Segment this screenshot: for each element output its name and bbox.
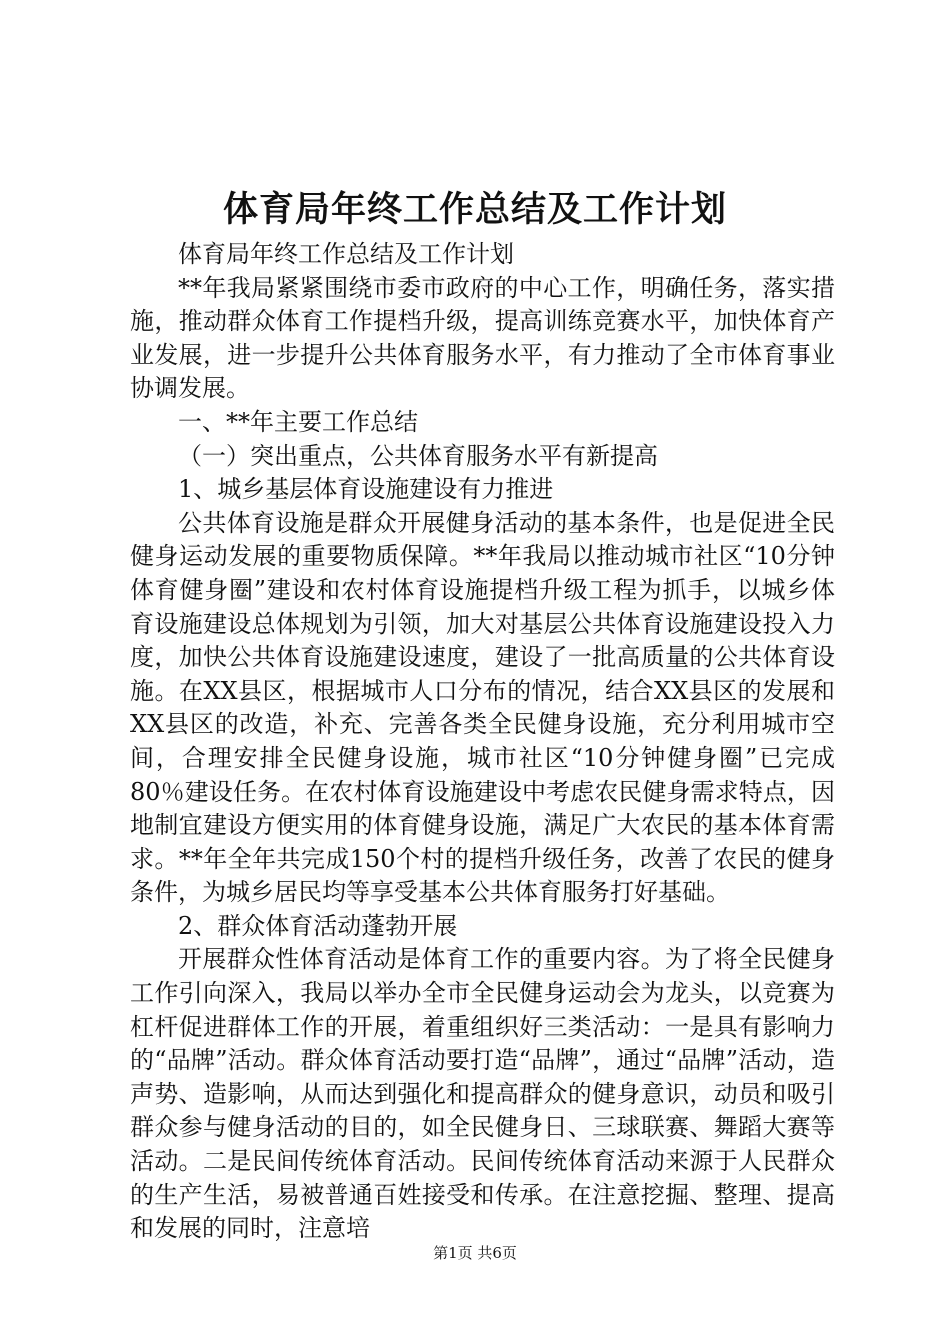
paragraph-facilities: 公共体育设施是群众开展健身活动的基本条件，也是促进全民健身运动发展的重要物质保障。**年我局以推动城市社区“10分钟体育健身圈”建设和农村体育设施提档升级工程为抓手，以城乡体育设施建设总体规划为引领，加大对基层公共体育设施建设投入力度，加快公共体育设施建设速度，建设了一批高质量的公共体育设施。在XX县区，根据城市人口分布的情况，结合XX县区的发展和XX县区的改造，补充、完善各类全民健身设施，充分利用城市空间，合理安排全民健身设施，城市社区“10分钟健身圈”已完成80％建设任务。在农村体育设施建设中考虑农民健身需求特点，因地制宜建设方便实用的体育健身设施，满足广大农民的基本体育需求。**年全年共完成150个村的提档升级任务，改善了农民的健身条件，为城乡居民均等享受基本公共体育服务打好基础。 <box>130 508 835 907</box>
heading-item-1: 1、城乡基层体育设施建设有力推进 <box>178 475 554 504</box>
heading-section-1: 一、**年主要工作总结 <box>178 407 418 436</box>
paragraph-activities: 开展群众性体育活动是体育工作的重要内容。为了将全民健身工作引向深入，我局以举办全市全民健身运动会为龙头，以竞赛为杠杆促进群体工作的开展，着重组织好三类活动：一是具有影响力的“品牌”活动。群众体育活动要打造“品牌”，通过“品牌”活动，造声势、造影响，从而达到强化和提高群众的健身意识，动员和吸引群众参与健身活动的目的，如全民健身日、三球联赛、舞蹈大赛等活动。二是民间传统体育活动。民间传统体育活动来源于人民群众的生产生活，易被普通百姓接受和传承。在注意挖掘、整理、提高和发展的同时，注意培 <box>130 945 835 1243</box>
page-footer: 第1页 共6页 <box>433 1244 517 1262</box>
heading-item-2: 2、群众体育活动蓬勃开展 <box>178 911 458 940</box>
paragraph-intro: **年我局紧紧围绕市委市政府的中心工作，明确任务，落实措施，推动群众体育工作提档升级，提高训练竞赛水平，加快体育产业发展，进一步提升公共体育服务水平，有力推动了全市体育事业协调发展。 <box>130 273 835 403</box>
document-title: 体育局年终工作总结及工作计划 <box>222 189 727 230</box>
heading-subsection-1: （一）突出重点，公共体育服务水平有新提高 <box>178 441 658 470</box>
paragraph-subtitle: 体育局年终工作总结及工作计划 <box>178 240 514 268</box>
document-body <box>130 238 835 1246</box>
